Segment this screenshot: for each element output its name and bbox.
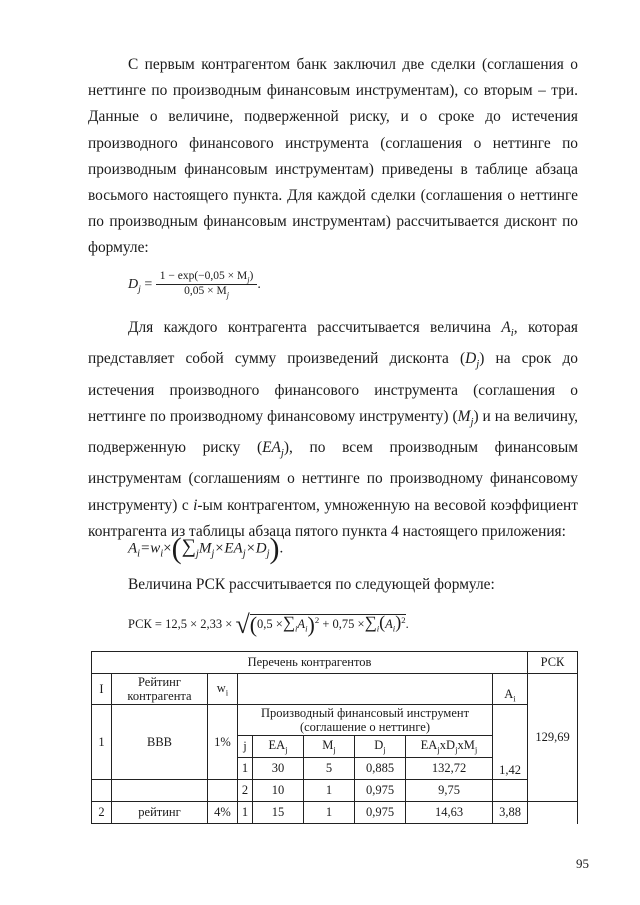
row1-a-cont <box>493 780 528 802</box>
ai-lhs: A <box>128 540 138 557</box>
discount-fraction <box>156 270 258 300</box>
row1-rating: BBB <box>112 705 208 780</box>
rsk-a-2: A <box>385 616 393 631</box>
p2-ai-sub: i <box>510 327 514 340</box>
deal2-prod: 9,75 <box>406 780 493 802</box>
instrument-header-row <box>92 705 578 736</box>
sub-prod <box>406 736 493 758</box>
discount-denominator <box>156 285 258 299</box>
ai-end: . <box>279 540 284 557</box>
discount-lhs-sub: j <box>138 283 141 295</box>
ai-sum-sub: j <box>195 548 199 560</box>
deal2-j: 2 <box>238 780 253 802</box>
row1-w-cont <box>208 780 238 802</box>
sub-m <box>304 736 355 758</box>
header-w-text: w <box>216 680 226 695</box>
sub-d <box>355 736 406 758</box>
ai-body-m: M <box>198 540 212 557</box>
p2-eaj-sub: j <box>280 447 284 460</box>
sub-d-sub: j <box>383 744 386 755</box>
p2-ai: A <box>501 319 511 336</box>
rsk-sum-2: ∑ <box>364 612 377 632</box>
discount-num-sub: j <box>247 275 250 285</box>
sub-prod-m: xM <box>457 738 475 753</box>
deal2-d: 0,975 <box>355 780 406 802</box>
p2-text-5: ), по всем производным финансовым инструментам (соглашениям о неттинге по производному финансовому инструменту) с <box>88 439 578 514</box>
ai-formula <box>128 532 283 566</box>
paragraph-ai-definition <box>88 315 578 545</box>
sub-prod-sub1: j <box>437 744 440 755</box>
row2-m: 1 <box>304 802 355 824</box>
sub-prod-sub3: j <box>474 744 478 755</box>
rsk-sum-2-sub: i <box>376 623 380 634</box>
sub-m-sub: j <box>333 744 336 755</box>
sub-ea-text: EA <box>268 738 286 753</box>
discount-dot: . <box>257 277 261 293</box>
row2-w: 4% <box>208 802 238 824</box>
header-a <box>493 674 528 705</box>
rsk-value: 129,69 <box>528 674 578 802</box>
header-a-text: A <box>504 686 514 701</box>
row1-rating-cont <box>112 780 208 802</box>
row2-prod: 14,63 <box>406 802 493 824</box>
table-row <box>92 802 578 824</box>
p2-text-4: ) и на величину, подверженную риску ( <box>88 407 578 457</box>
header-w-sub: i <box>225 687 229 698</box>
row2-a: 3,88 <box>493 802 528 824</box>
table-header-row-2 <box>92 674 578 705</box>
deal2-ea: 10 <box>253 780 304 802</box>
ai-w-sub: i <box>160 548 164 560</box>
rsk-formula <box>128 610 409 640</box>
discount-formula <box>128 270 261 300</box>
p2-i: i <box>193 496 198 514</box>
sub-ea <box>253 736 304 758</box>
rsk-close-paren-2: ) <box>395 611 402 632</box>
rsk-sqrt-symbol: √ <box>235 610 250 639</box>
row2-j: 1 <box>238 802 253 824</box>
header-a-sub: i <box>513 693 516 703</box>
p2-text-1: Для каждого контрагента рассчитывается величина <box>128 319 502 336</box>
rsk-sum-1-sub: i <box>294 623 298 634</box>
ai-body-ea: ×EA <box>214 540 243 557</box>
header-rating: Рейтинг контрагента <box>112 674 208 705</box>
row2-rating: рейтинг <box>112 802 208 824</box>
rsk-inner1: 0,5 × <box>257 616 283 631</box>
row2-i: 2 <box>92 802 112 824</box>
deal1-m: 5 <box>304 758 355 780</box>
sub-j: j <box>238 736 253 758</box>
ai-body-d: ×D <box>245 540 267 557</box>
rsk-end: . <box>405 616 409 631</box>
header-w <box>208 674 238 705</box>
ai-sum-symbol: ∑ <box>181 535 196 558</box>
discount-eq: = <box>144 277 153 293</box>
rsk-plus: + 0,75 × <box>322 616 365 631</box>
p2-text-6: -ым контрагентом, умноженную на весовой коэффициент контрагента из таблицы абзаца пятого пункта 4 настоящего приложения: <box>88 496 578 540</box>
p2-mj-sub: j <box>470 415 474 428</box>
sub-d-text: D <box>374 738 384 753</box>
ai-lhs-sub: i <box>137 548 141 560</box>
rsk-a-1: A <box>297 616 306 631</box>
p2-dj: D <box>465 350 477 368</box>
discount-num-end: ) <box>249 270 254 282</box>
table-row <box>92 780 578 802</box>
sub-ea-sub: j <box>285 744 288 755</box>
rsk-open-paren: ( <box>249 612 258 637</box>
rsk-sum-1: ∑ <box>282 612 295 632</box>
ai-body-sub3: j <box>266 548 270 560</box>
deal1-j: 1 <box>238 758 253 780</box>
header-list: Перечень контрагентов <box>92 652 528 674</box>
discount-den-sub: j <box>226 290 229 300</box>
rsk-square-2: 2 <box>401 614 406 625</box>
discount-lhs: D <box>128 277 139 293</box>
row1-i: 1 <box>92 705 112 780</box>
deal2-m: 1 <box>304 780 355 802</box>
rsk-radicand <box>249 611 406 637</box>
p2-text-3: ) на срок до истечения производного финансового инструмента (соглашения о неттинге по производному финансовому инструменту) ( <box>88 350 578 425</box>
row2-ea: 15 <box>253 802 304 824</box>
p2-text-2: , которая представляет собой сумму произведений дисконта ( <box>88 319 578 368</box>
discount-numerator <box>156 270 258 285</box>
row2-rsk <box>528 802 578 824</box>
rsk-a-2-sub: i <box>392 623 396 634</box>
rsk-lhs: РСК = 12,5 × 2,33 × <box>128 616 233 631</box>
p2-eaj: EA <box>262 439 281 457</box>
instrument-header: Производный финансовый инструмент (соглашение о неттинге) <box>238 705 493 736</box>
discount-den-text: 0,05 × M <box>184 285 227 298</box>
page-number: 95 <box>576 856 589 871</box>
deal1-ea: 30 <box>253 758 304 780</box>
header-rsk: РСК <box>528 652 578 674</box>
sub-prod-sub2: j <box>455 744 458 755</box>
p2-dj-sub: j <box>476 358 480 371</box>
table-header-row-1 <box>92 652 578 674</box>
ai-eq-w: =w <box>140 540 161 557</box>
row1-w: 1% <box>208 705 238 780</box>
paragraph-deals: С первым контрагентом банк заключил две сделки (соглашения о неттинге по производным финансовым инструментам), со вторым – три. Данные о величине, подверженной риску, и о сроке до истечения производного финансового инструмента (соглашения о неттинге по производным финансовым инструментам) приведены в таблице абзаца восьмого настоящего пункта. Для каждой сделки (соглашения о неттинге по производным финансовым инструментам) рассчитывается дисконт по формуле: <box>88 56 578 257</box>
rsk-square-1: 2 <box>314 614 320 625</box>
sub-prod-d: xD <box>439 738 456 753</box>
deal1-d: 0,885 <box>355 758 406 780</box>
sub-m-text: M <box>322 738 334 753</box>
ai-body-sub2: j <box>242 548 246 560</box>
ai-times: × <box>163 540 172 557</box>
counterparty-table <box>91 651 578 824</box>
ai-close-paren: ) <box>269 532 280 565</box>
sub-prod-ea: EA <box>420 738 438 753</box>
row2-d: 0,975 <box>355 802 406 824</box>
rsk-a-1-sub: i <box>305 623 308 634</box>
discount-num-text: 1 − exp(−0,05 × M <box>159 270 248 282</box>
row1-a: 1,42 <box>493 705 528 780</box>
header-empty <box>238 674 493 705</box>
paragraph-rsk-intro: Величина РСК рассчитывается по следующей формуле: <box>128 576 495 593</box>
deal1-prod: 132,72 <box>406 758 493 780</box>
rsk-close-paren: ) <box>307 612 315 637</box>
ai-open-paren: ( <box>171 532 182 565</box>
header-i: I <box>92 674 112 705</box>
p2-mj: M <box>457 407 471 425</box>
ai-body-sub1: j <box>211 548 215 560</box>
rsk-open-paren-2: ( <box>379 611 386 632</box>
row1-i-cont <box>92 780 112 802</box>
